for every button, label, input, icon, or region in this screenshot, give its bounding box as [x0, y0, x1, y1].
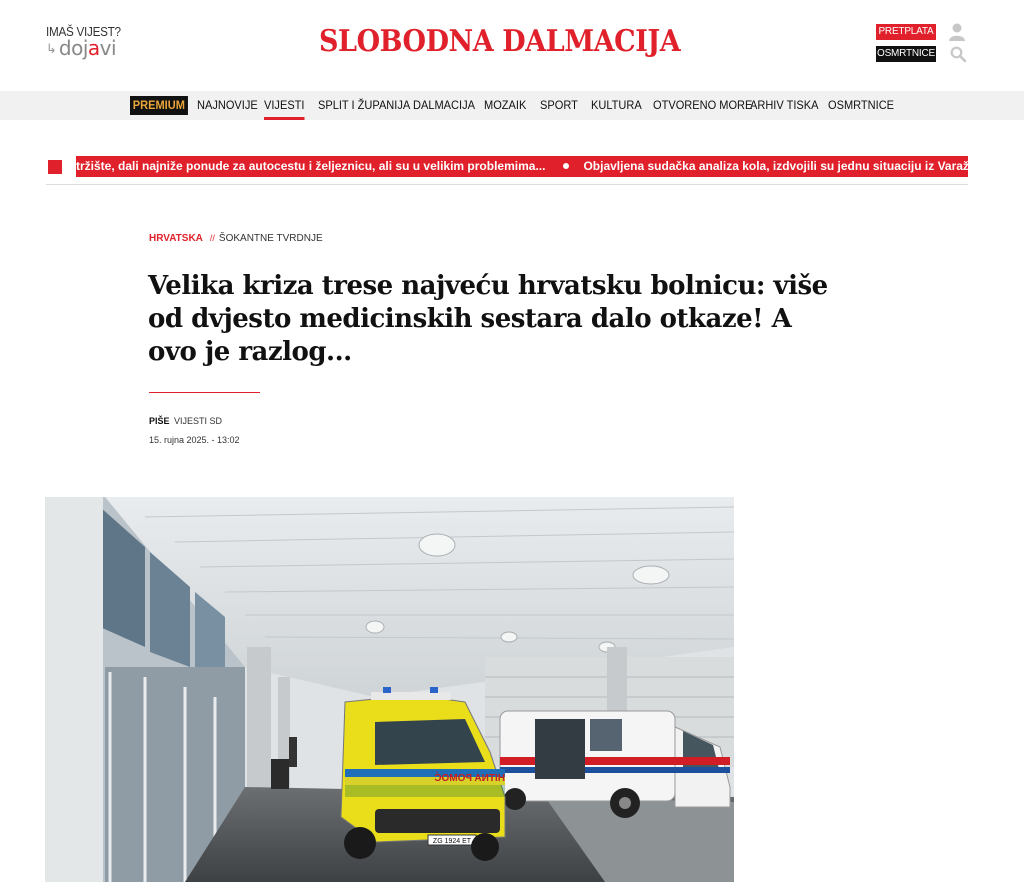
- nav-item-premium[interactable]: PREMIUM: [130, 96, 188, 115]
- article-title: Velika kriza trese najveću hrvatsku bolnicu: više od dvjesto medicinskih sestara dalo otkaze! A ovo je razlog...: [148, 271, 828, 367]
- divider: [46, 184, 968, 185]
- nav-item-arhiv-tiska[interactable]: ARHIV TISKA: [750, 98, 819, 112]
- search-icon[interactable]: [950, 46, 966, 62]
- nav-item-mozaik[interactable]: MOZAIK: [484, 98, 527, 112]
- obituaries-button[interactable]: OSMRTNICE: [876, 46, 936, 62]
- site-header: [0, 0, 1024, 90]
- ticker-item[interactable]: Objavljena sudačka analiza kola, izdvojili su jednu situaciju iz Varaždina. Dinar: [583, 159, 1031, 173]
- bullet-icon: [563, 163, 569, 169]
- article-photo[interactable]: [45, 497, 734, 882]
- subscribe-button[interactable]: PRETPLATA: [876, 24, 936, 40]
- user-icon[interactable]: [948, 23, 966, 41]
- nav-item-dalmacija[interactable]: DALMACIJA: [413, 98, 475, 112]
- author-name[interactable]: VIJESTI SD: [174, 416, 223, 426]
- nav-item-kultura[interactable]: KULTURA: [591, 98, 642, 112]
- tip-question: IMAŠ VIJEST?: [46, 24, 121, 39]
- breadcrumb: [149, 233, 323, 244]
- site-logo[interactable]: SLOBODNA DALMACIJA: [319, 24, 681, 59]
- subcategory-label: ŠOKANTNE TVRDNJE: [218, 233, 323, 244]
- nav-item-osmrtnice[interactable]: OSMRTNICE: [828, 98, 895, 112]
- nav-item-najnovije[interactable]: NAJNOVIJE: [197, 98, 258, 112]
- nav-item-otvoreno-more[interactable]: OTVORENO MORE: [653, 98, 753, 112]
- ticker-item[interactable]: tržište, dali najniže ponude za autocestu i željeznicu, ali su u velikim problemima...: [76, 159, 546, 173]
- tip-logo: [46, 37, 136, 59]
- main-nav: [0, 91, 1024, 120]
- hospital-entrance-photo: [45, 497, 734, 882]
- byline: [149, 416, 222, 426]
- tip-off-link[interactable]: [46, 24, 136, 59]
- nav-item-vijesti[interactable]: VIJESTI: [264, 91, 304, 120]
- news-ticker: [46, 156, 1031, 178]
- nav-item-sport[interactable]: SPORT: [540, 98, 578, 112]
- title-divider: [149, 392, 260, 393]
- category-link[interactable]: HRVATSKA: [149, 233, 203, 244]
- ticker-bar: [76, 156, 1031, 177]
- ambulance-yellow: [341, 687, 505, 861]
- svg-text:HITNA POMOĆ: HITNA POMOĆ: [434, 773, 505, 784]
- ticker-marker-icon: [48, 160, 62, 174]
- publish-date: 15. rujna 2025. - 13:02: [149, 435, 240, 445]
- svg-text:ZG 1924 ET: ZG 1924 ET: [432, 838, 472, 845]
- breadcrumb-separator: //: [209, 233, 215, 243]
- byline-label: PIŠE: [149, 416, 170, 426]
- nav-item-split[interactable]: SPLIT I ŽUPANIJA: [318, 98, 411, 112]
- arrow-icon: ↳: [46, 40, 57, 56]
- tip-brand: dojavi: [58, 36, 117, 60]
